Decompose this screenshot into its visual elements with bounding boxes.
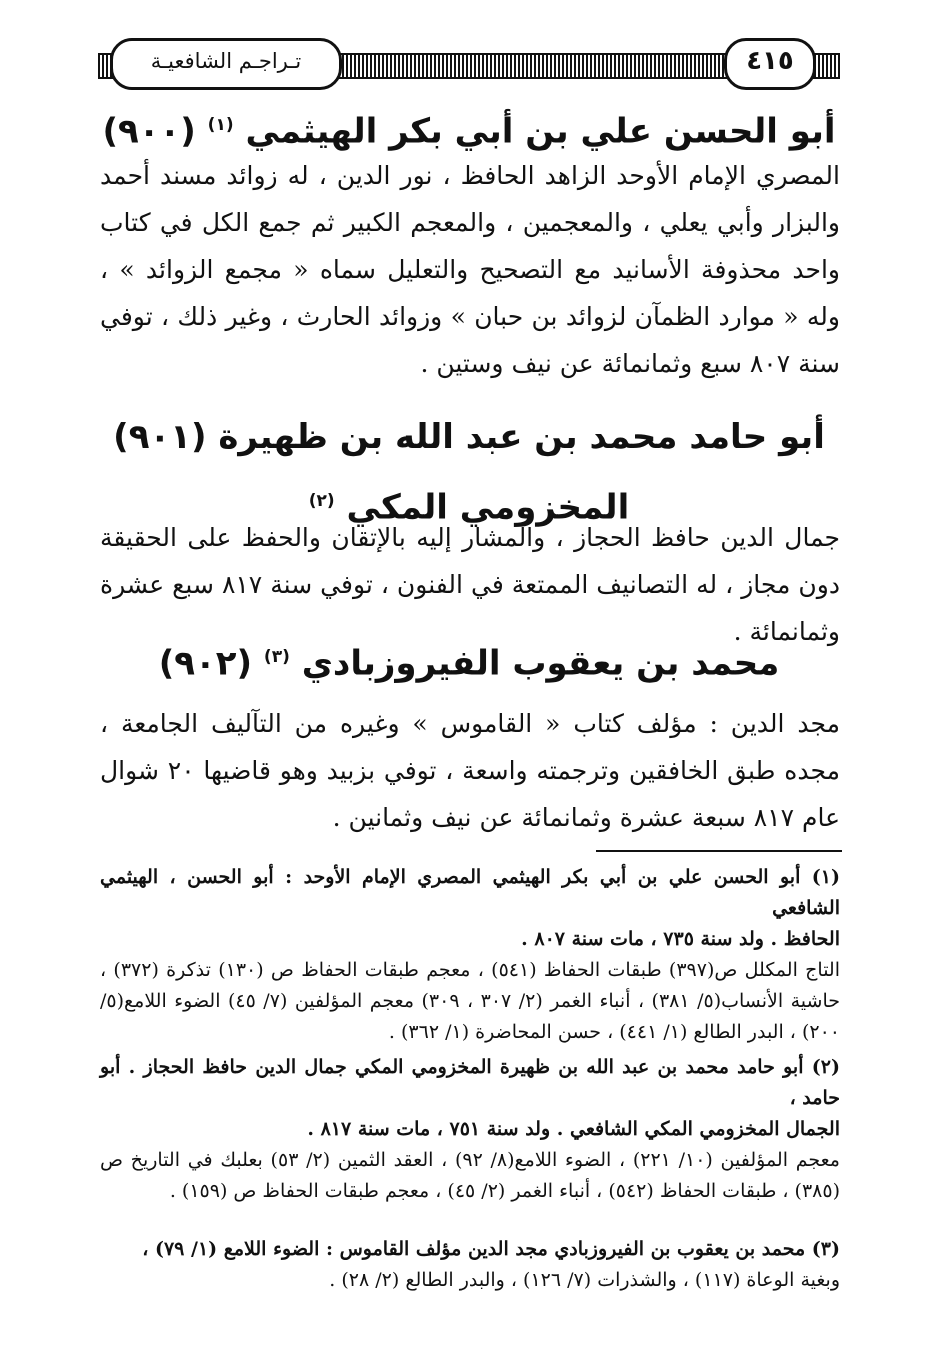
entry-body-901: جمال الدين حافظ الحجاز ، والمشار إليه بالإتقان والحفظ على الحقيقة دون مجاز ، له التصانيف الممتعة في الفنون ، توفي سنة ٨١٧ سبع عشرة وثمانمائة . xyxy=(100,523,840,646)
footnote-line: الجمال المخزومي المكي الشافعي . ولد سنة ٧٥١ ، مات سنة ٨١٧ . xyxy=(307,1118,840,1140)
footnote-lead: (١) أبو الحسن علي بن أبي بكر الهيثمي المصري الإمام الأوحد : أبو الحسن ، الهيثمي الشافعي xyxy=(100,866,840,919)
entry-heading-902 xyxy=(80,628,858,692)
page-number-frame xyxy=(724,38,816,90)
entry-body-900: المصري الإمام الأوحد الزاهد الحافظ ، نور الدين ، له زوائد مسند أحمد والبزار وأبي يعلي ، والمعجمين ، والمعجم الكبير ثم جمع الكل في كتاب واحد محذوفة الأسانيد مع التصحيح والتعليل سماه « مجمع الزوائد » ، وله « موارد الظمآن لزوائد بن حبان » وزوائد الحارث ، وغير ذلك ، توفي سنة ٨٠٧ سبع وثمانمائة عن نيف وستين . xyxy=(100,161,840,378)
footnote-ref: (٣) xyxy=(263,647,290,667)
entry-title: (٩٠٢) محمد بن يعقوب الفيروزبادي xyxy=(158,643,780,684)
footnote-ref: (٢) xyxy=(308,491,335,511)
page-header xyxy=(98,36,840,94)
entry-heading-900 xyxy=(80,96,858,160)
entry-title-line2: المخزومي المكي xyxy=(346,487,630,528)
running-title-frame xyxy=(110,38,342,90)
footnote-refs: وبغية الوعاة (١١٧) ، والشذرات (٧/ ١٢٦) ، والبدر الطالع (٢/ ٢٨) . xyxy=(329,1269,840,1291)
page-number: ٤١٥ xyxy=(746,46,794,76)
footnote-ref: (١) xyxy=(207,115,234,135)
entry-title: (٩٠٠) أبو الحسن علي بن أبي بكر الهيثمي xyxy=(102,111,836,152)
entry-title-line1: (٩٠١) أبو حامد محمد بن عبد الله بن ظهيرة xyxy=(113,417,825,457)
footnote-separator xyxy=(596,850,842,852)
footnote-refs: معجم المؤلفين (١٠/ ٢٢١) ، الضوء اللامع(٨/ ٩٢) ، العقد الثمين (٢/ ٥٣) بعلبك في التاريخ ص (٣٨٥) ، طبقات الحفاظ (٥٤٢) ، أنباء الغمر (٢/ ٤٥) ، معجم طبقات الحفاظ ص (١٥٩) . xyxy=(100,1149,840,1202)
footnote-2 xyxy=(100,1052,840,1207)
footnote-1 xyxy=(100,862,840,1048)
footnote-3 xyxy=(100,1234,840,1296)
footnote-lead: (٢) أبو حامد محمد بن عبد الله بن ظهيرة المخزومي المكي جمال الدين حافظ الحجاز . أبو حامد ، xyxy=(100,1056,840,1109)
entry-body-902: مجد الدين : مؤلف كتاب « القاموس » وغيره من التآليف الجامعة ، مجده طبق الخافقين وترجمته واسعة ، توفي بزبيد وهو قاضيها ٢٠ شوال عام ٨١٧ سبعة عشرة وثمانمائة عن نيف وثمانين . xyxy=(100,709,841,832)
footnote-refs: التاج المكلل ص(٣٩٧) طبقات الحفاظ (٥٤١) ، معجم طبقات الحفاظ ص (١٣٠) تذكرة (٣٧٢) ، حاشية الأنساب(٥/ ٣٨١) ، أنباء الغمر (٢/ ٣٠٧ ، ٣٠٩) معجم المؤلفين (٧/ ٤٥) الضوء اللامع(٥/ ٢٠٠) ، البدر الطالع (١/ ٤٤١) ، حسن المحاضرة (١/ ٣٦٢) . xyxy=(100,959,841,1043)
footnote-line: الحافظ . ولد سنة ٧٣٥ ، مات سنة ٨٠٧ . xyxy=(521,928,840,950)
running-title: تـراجـم الشافعيـة xyxy=(150,49,302,73)
footnote-lead: (٣) محمد بن يعقوب بن الفيروزبادي مجد الدين مؤلف القاموس : الضوء اللامع (١/ ٧٩) ، xyxy=(142,1238,840,1260)
